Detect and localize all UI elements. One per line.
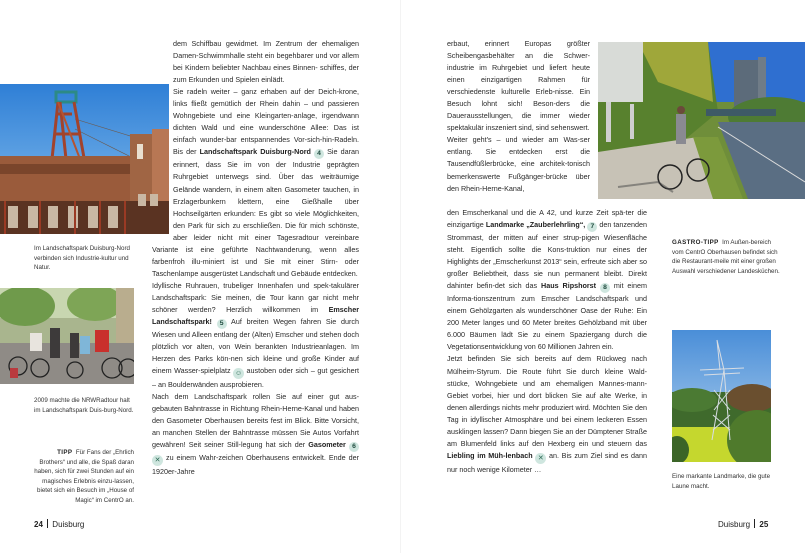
- map-marker-6: 6: [349, 442, 359, 452]
- paragraph: Nach dem Landschaftspark rollen Sie auf einer gut aus-gebauten Bahntrasse in Richtung Rhein-Herne-Kanal und haben den Gasometer Oberhausen bereits fest im Blick. Bitte Vorsicht, an manchen Stellen der Bahntrasse müssen Sie Autos Vorfahrt gewähren! Seit seiner Still-legung hat sich der Gasometer 6 ✕ zu einem Wahr-zeichen Oberhausens entwickelt. Ende der 1920er-Jahre: [152, 392, 359, 477]
- playground-icon: ☺: [234, 370, 243, 378]
- image-wrap-spacer: [152, 38, 173, 238]
- photo-zauberlehrling: [672, 330, 771, 462]
- page-number: 24: [34, 520, 43, 529]
- photo-landschaftspark-tower: [0, 84, 169, 234]
- tip-box: [34, 448, 134, 506]
- photo-rhein-herne-kanal: [598, 42, 805, 199]
- tip-text: Für Fans der „Ehrlich Brothers“ und alle, die Spaß daran haben, sich für zwei Stunden auf ein magisches Erlebnis einzu-lassen, bietet sich ein Besuch im „House of Magic“ im CentrO an.: [34, 449, 134, 504]
- poi-emscher-landschaftspark: Emscher Landschaftspark!: [152, 304, 359, 327]
- section-name: Duisburg: [718, 520, 751, 529]
- left-page: [0, 0, 400, 553]
- photo-caption-2: 2009 machte die NRWRadtour halt im Landschaftspark Duis-burg-Nord.: [34, 397, 134, 414]
- folio-divider: [47, 519, 48, 528]
- gastro-tip-box: [672, 238, 780, 276]
- poi-liebling-im-muehlenbach: Liebling im Müh-lenbach: [447, 450, 533, 460]
- folio-divider: [754, 519, 755, 528]
- tip-label: TIPP: [57, 449, 73, 456]
- paragraph: Jetzt befinden Sie sich bereits auf dem Rückweg nach Mülheim-Styrum. Die Route führt Sie durch kleine Wald-stücke, Wohngebiete und am ehemaligen Mannes-mann-Gebiet vorbei, hier und dort blicken Sie auf alte Werke, in denen allerdings nichts mehr produziert wird. Möchten Sie den Tag in idyllischer Atmosphäre und bei einem leckeren Essen ausklingen lassen? Dann biegen Sie an der Dümptener Straße am Blumenfeld links auf den Hexberg ein und steuern das Liebling im Müh-lenbach ✕ an. Bis zum Ziel sind es dann nur noch wenige Kilometer …: [447, 354, 647, 474]
- right-page: [400, 0, 805, 553]
- section-name: Duisburg: [52, 520, 85, 529]
- paragraph: Weiter geht's – und wieder am Was-ser entlang. Sie entdecken erst die Tausendfüßlerbrücke, eine architek-tonisch bemerkenswerte Fußgänger-brücke über den Rhein-Herne-Kanal,: [447, 135, 590, 193]
- paragraph: Sie radeln weiter – ganz erhaben auf der Deich-krone, links fließt gemütlich der Rhein dahin – und passieren Wohngebiete und eine Kleingarten-anlage, irgendwann dichten Wald und eine wunderschöne Allee: Das ist einfach wunder-bar entspannendes Vor-sich-hin-Radeln. Bis der Landschaftspark Duisburg-Nord 4 Sie daran erinnert, dass Sie im von der Industrie geprägten Ruhrgebiet unterwegs sind. Über das weiträumige Gelände wandern, in einem alten Gasometer tauchen, in Erzlagerbunkern klettern, eine Gießhalle über Hochseilgärten erkunden: Es gibt so viele Möglichkeiten, den Park für sich zu erschließen. Die für mich schönste, aber leider nicht mit einer Tagesradtour vereinbare Variante ist eine geführte Nachtwanderung, wenn alles farbenfroh illu-miniert ist und Sie mit einer Stirn- oder Taschenlampe ausgerüstet Landschaft und Gebäude entdecken.: [152, 87, 359, 278]
- cyclist-canal-image: [598, 42, 805, 199]
- map-marker-5: 5: [217, 319, 227, 329]
- right-body-text-top: [447, 38, 590, 195]
- poi-landmarke-zauberlehrling: Landmarke „Zauberlehrling“,: [485, 220, 586, 230]
- photo-nrw-radtour: [0, 288, 134, 384]
- photo-caption-1: Im Landschaftspark Duisburg-Nord verbinden sich Industrie-kultur und Natur.: [34, 245, 130, 272]
- restaurant-icon: ✕: [535, 453, 546, 464]
- poi-landschaftspark-duisburg-nord: Landschaftspark Duisburg-Nord: [199, 147, 311, 157]
- page-footer-left: [34, 519, 84, 529]
- poi-haus-ripshorst: Haus Ripshorst: [541, 281, 597, 291]
- page-number: 25: [759, 520, 769, 529]
- paragraph: erbaut, erinnert Europas größter Scheibengasbehälter an die Schwer-industrie im Ruhrgebiet und liefert heute einen einzigartigen Rahmen für verschiedenste kulturelle Erleb-nisse. Ein Besuch lohnt sich! Beson-ders die Dauerausstellungen, die immer wieder spektakulär inszeniert sind, sind sehenswert.: [447, 39, 590, 133]
- restaurant-icon: ✕: [152, 455, 163, 466]
- photo-caption-4: Eine markante Landmarke, die gute Laune macht.: [672, 473, 771, 490]
- page-footer-right: [718, 519, 768, 529]
- paragraph: den Emscherkanal und die A 42, und kurze Zeit spä-ter die einzigartige Landmarke „Zauberlehrling“, 7 den tanzenden Strommast, der mitten auf einer strup-pigen Wiesenfläche steht. Eigentlich sollte die Kons-truktion nur eines der Highlights der „Emscherkunst 2013“ sein, erfreute sich aber so großer Beliebtheit, dass sie nun permanent bleibt. Direkt dahinter befin-det sich das Haus Ripshorst 8 mit einem Informa-tionszentrum zum Emscher Landschaftspark und einem Gehölzgarten als wunderschöner Oase der Ruhe: Ein 200 Meter langes und 60 Meter breites Gehölzband mit über 6.000 Bäumen lädt Sie zu einem Spaziergang durch die Vegetationsentwicklung von 60 Millionen Jahren ein.: [447, 208, 648, 352]
- cyclists-group-image: [0, 288, 134, 384]
- dancing-pylon-image: [672, 330, 771, 462]
- map-marker-8: 8: [600, 283, 610, 293]
- industrial-tower-image: [0, 84, 169, 234]
- right-body-text-main: [447, 207, 647, 476]
- paragraph: Idyllische Ruhrauen, trubeliger Innenhafen und spek-takulärer Landschaftspark: Sie meinen, die Tour kann gar nicht mehr schöner werden? Herzlich willkommen im Emscher Landschaftspark! 5 Auf breiten Wegen fahren Sie durch Wiesen und Alleen entlang der (Alten) Emscher und stehen doch plötzlich vor alten, von Wein berankten Industrieanlagen. Im Herzen des Parks kön-nen sich kleine und große Kinder auf einem Wasser-spielplatz ☺ austoben oder sich – gut gesichert – an Boulderwänden ausprobieren.: [152, 280, 359, 390]
- poi-gasometer: Gasometer: [308, 440, 346, 450]
- paragraph: dem Schiffbau gewidmet. Im Zentrum der ehemaligen Damen-Schwimmhalle steht ein begehbarer und vor allem bei Kindern beliebter Nachbau eines Binnen- schiffes, der zum Erkunden und Spielen einlädt.: [173, 39, 359, 85]
- map-marker-7: 7: [587, 222, 597, 232]
- gastro-tip-text: Im Außen-bereich vom CentrO Oberhausen befindet sich die Restaurant-meile mit einer großen Auswahl verschiedener Landesküchen.: [672, 239, 780, 275]
- gastro-tip-label: GASTRO-TIPP: [672, 239, 719, 246]
- map-marker-4: 4: [314, 149, 324, 159]
- left-body-text: [152, 38, 359, 478]
